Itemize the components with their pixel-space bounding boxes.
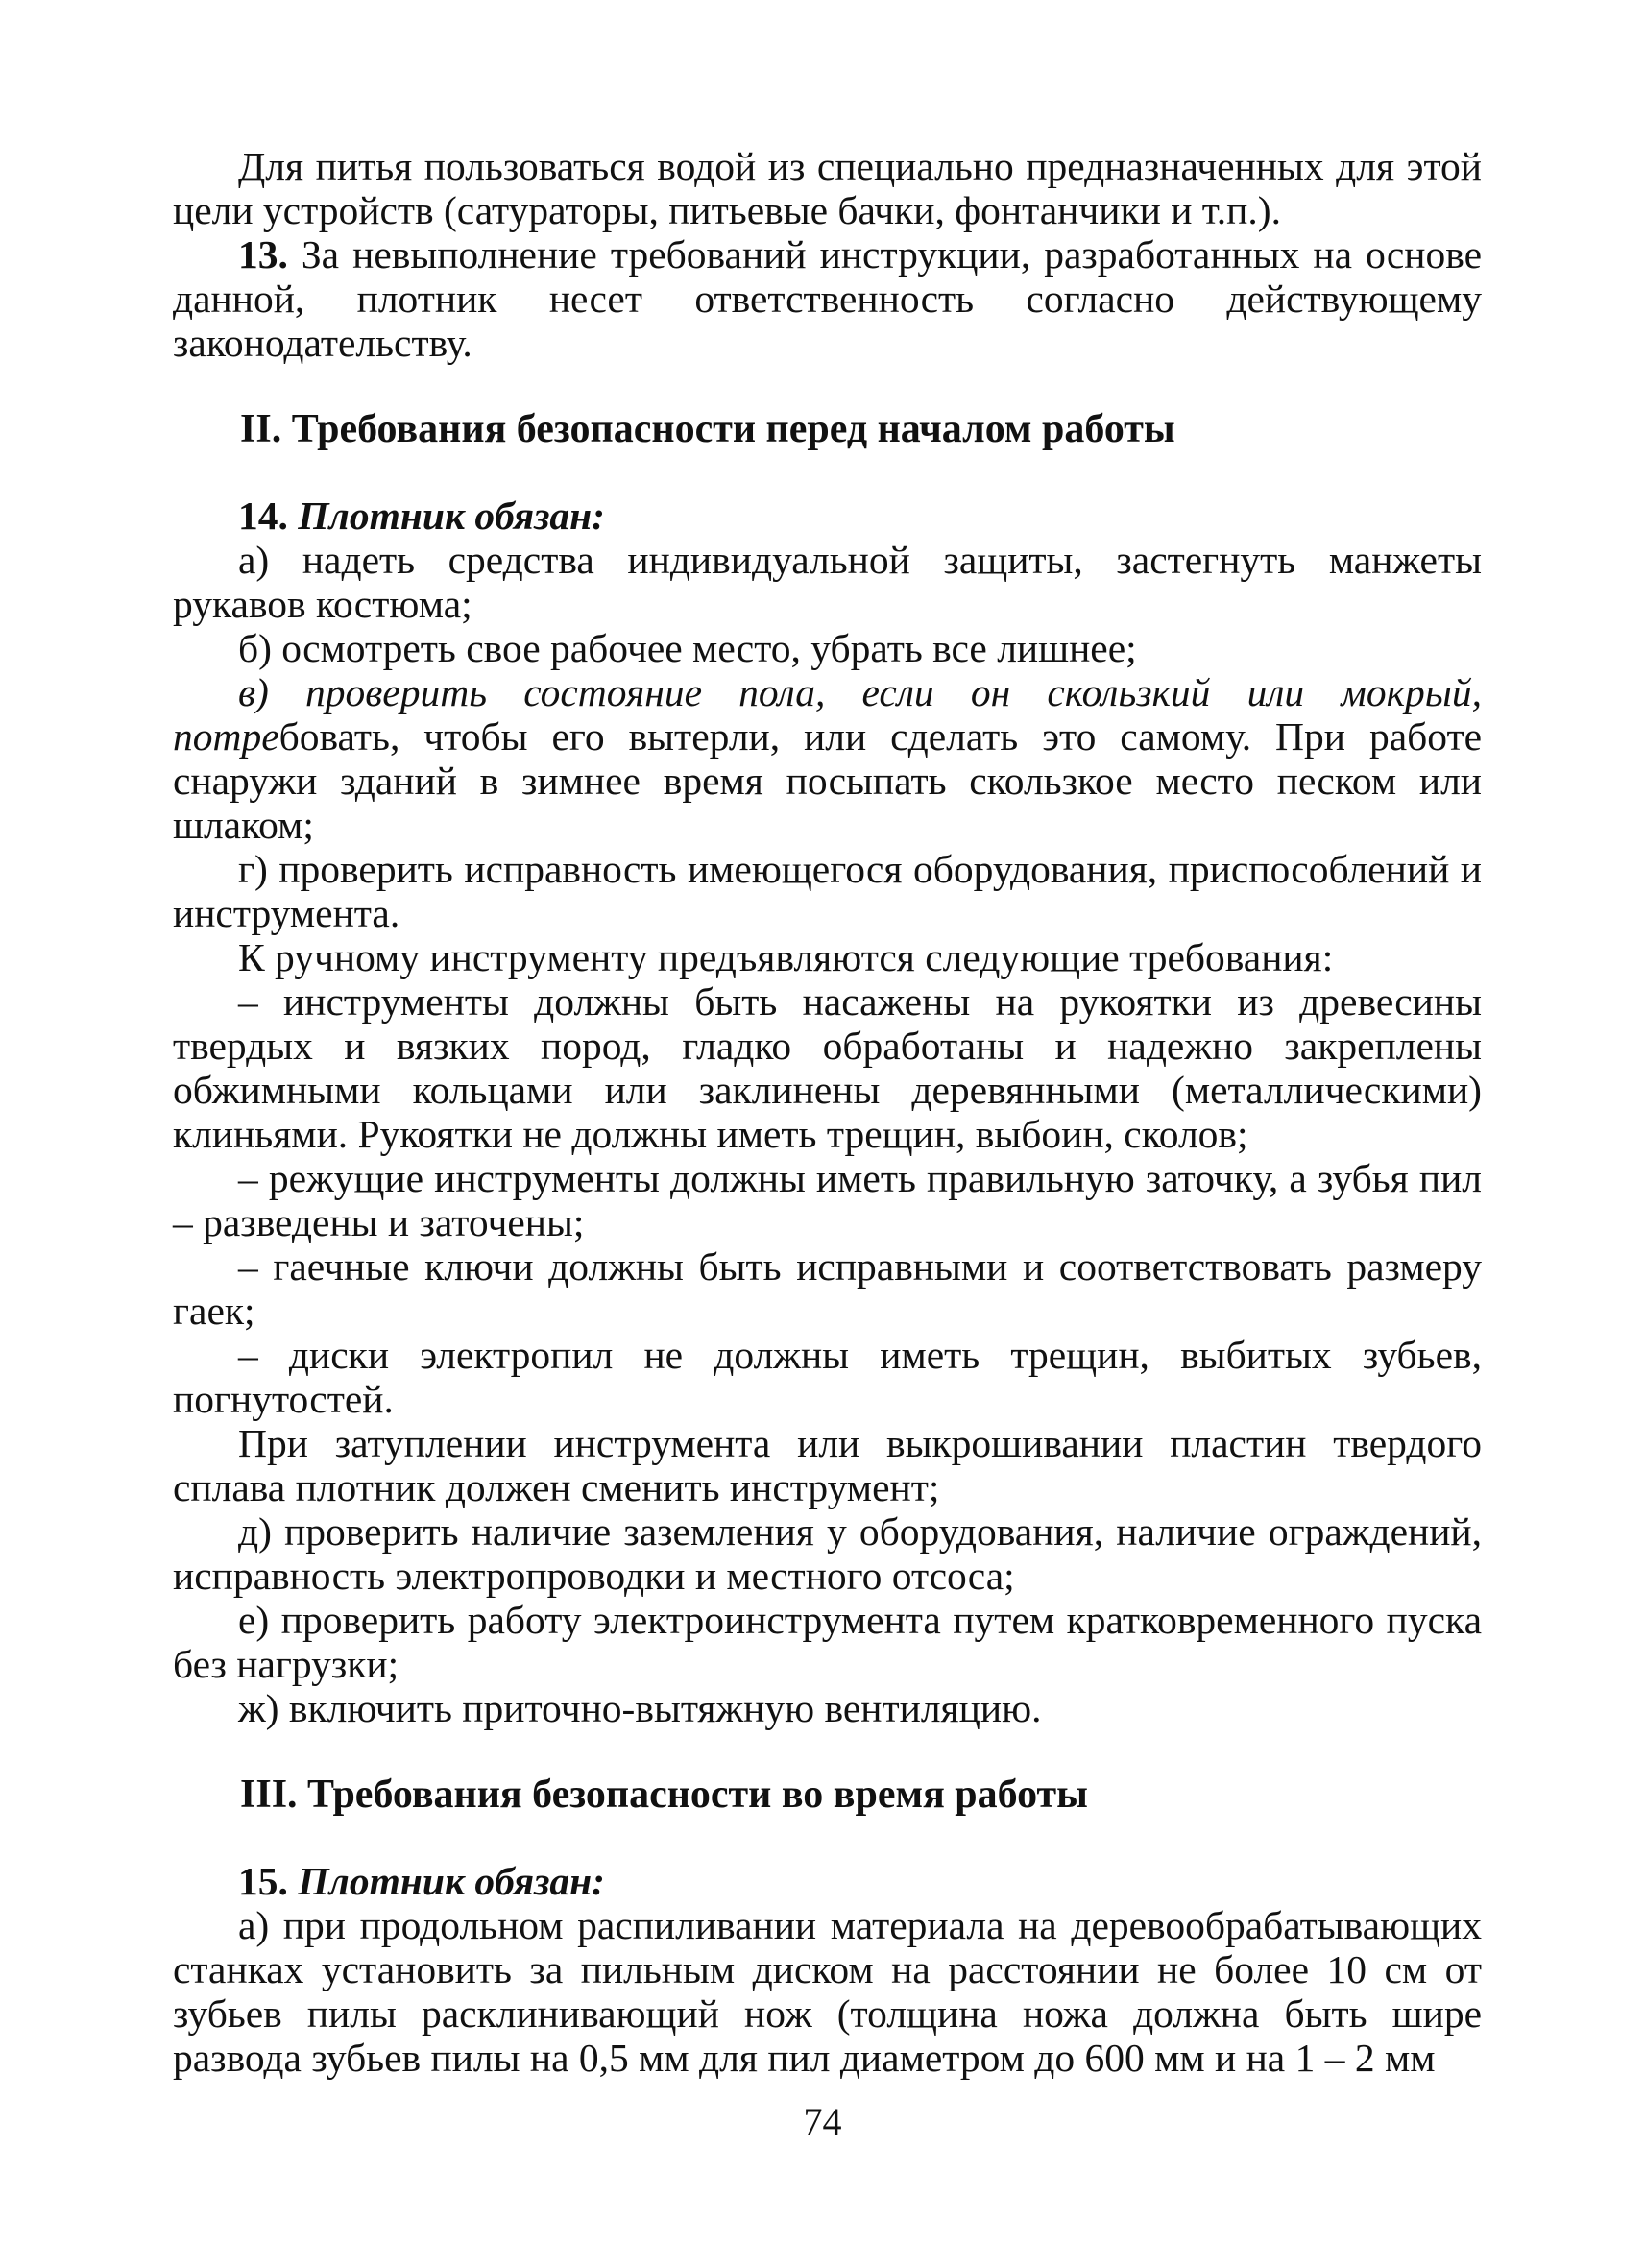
item-15-a: а) при продольном распиливании материала на деревообрабатывающих станках установить за пильным диском на расстоянии не более 10 см от зубьев пилы расклинивающий нож (толщина ножа должна быть шире развода зубьев пилы на 0,5 мм для пил диаметром до 600 мм и на 1 – 2 мм	[173, 1903, 1482, 2080]
item-15-lead-text: Плотник обязан:	[287, 1859, 605, 1903]
item-15-lead	[173, 1859, 1482, 1903]
item-13	[173, 232, 1482, 365]
tool-requirement-3: – гаечные ключи должны быть исправными и соответствовать размеру гаек;	[173, 1244, 1482, 1333]
tool-requirement-4: – диски электропил не должны иметь трещин, выбитых зубьев, погнутостей.	[173, 1333, 1482, 1421]
item-14-v	[173, 670, 1482, 847]
tool-requirement-1: – инструменты должны быть насажены на рукоятки из древесины твердых и вязких пород, гладко обработаны и надежно закреплены обжимными кольцами или заклинены деревянными (металлическими) клиньями. Рукоятки не должны иметь трещин, выбоин, сколов;	[173, 979, 1482, 1156]
item-14-b: б) осмотреть свое рабочее место, убрать все лишнее;	[238, 626, 1137, 670]
page-number: 74	[803, 2100, 842, 2143]
item-15-number: 15.	[238, 1859, 288, 1903]
item-14-d: д) проверить наличие заземления у оборудования, наличие ограждений, исправность электропроводки и местного отсоса;	[173, 1509, 1482, 1598]
paragraph-drinking-water: Для питья пользоваться водой из специально предназначенных для этой цели устройств (сатураторы, питьевые бачки, фонтанчики и т.п.).	[173, 144, 1482, 232]
item-13-number: 13.	[238, 232, 288, 277]
item-14-v-italic: в) проверить состояние пола, если он скользкий или мокрый, потре	[173, 670, 1482, 759]
item-13-text: За невыполнение требований инструкции, разработанных на основе данной, плотник несет ответственность согласно действующему законодательству.	[173, 232, 1482, 365]
document-body	[173, 144, 1482, 2080]
item-14-lead	[173, 494, 1482, 538]
item-14-e: е) проверить работу электроинструмента путем кратковременного пуска без нагрузки;	[173, 1598, 1482, 1686]
tool-requirement-2: – режущие инструменты должны иметь правильную заточку, а зубья пил – разведены и заточены;	[173, 1156, 1482, 1244]
section-2-heading: II. Требования безопасности перед началом работы	[240, 407, 1175, 451]
section-3-heading: III. Требования безопасности во время работы	[240, 1773, 1088, 1817]
item-14-zh: ж) включить приточно-вытяжную вентиляцию.	[238, 1686, 1042, 1730]
blunt-tool-paragraph: При затуплении инструмента или выкрошивании пластин твердого сплава плотник должен сменить инструмент;	[173, 1421, 1482, 1509]
item-14-g: г) проверить исправность имеющегося оборудования, приспособлений и инструмента.	[173, 847, 1482, 935]
item-14-number: 14.	[238, 494, 288, 538]
item-14-a: а) надеть средства индивидуальной защиты, застегнуть манжеты рукавов костюма;	[173, 538, 1482, 626]
item-14-v-rest: бовать, чтобы его вытерли, или сделать это самому. При работе снаружи зданий в зимнее время посыпать скользкое место песком или шлаком;	[173, 714, 1482, 847]
item-14-lead-text: Плотник обязан:	[287, 494, 605, 538]
tools-intro: К ручному инструменту предъявляются следующие требования:	[238, 935, 1334, 979]
